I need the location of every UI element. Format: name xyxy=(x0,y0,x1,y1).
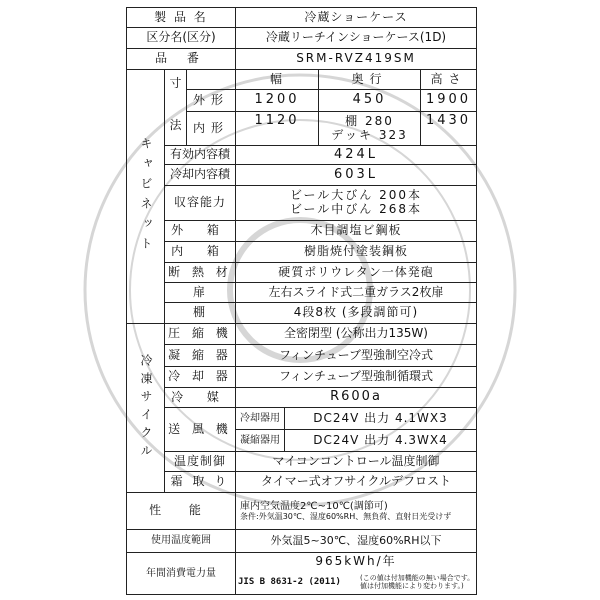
outer-dim-label: 外形 xyxy=(192,92,229,107)
insulation-value: 硬質ポリウレタン一体発砲 xyxy=(278,264,434,279)
width-header: 幅 xyxy=(269,71,284,86)
category-value: 冷蔵リーチインショーケース(1D) xyxy=(265,30,447,45)
dimensions-label-top: 寸 xyxy=(169,76,182,91)
exterior-label: 外 箱 xyxy=(171,223,229,238)
category-label: 区分名(区分) xyxy=(146,30,216,45)
condenser-fan-label: 凝縮器用 xyxy=(240,434,280,446)
exterior-value: 木目調塩ビ鋼板 xyxy=(310,223,402,238)
condenser-label: 凝 縮 器 xyxy=(168,347,232,362)
annual-power-label: 年間消費電力量 xyxy=(146,567,216,579)
performance-conditions: 条件:外気温30℃、湿度60%RH、無負荷、直射日光受けず xyxy=(240,512,452,522)
model-value: SRM-RVZ419SM xyxy=(296,51,416,66)
defrost-label: 霜 取 り xyxy=(170,474,230,489)
product-name-label: 製 品 名 xyxy=(154,9,208,24)
interior-value: 樹脂焼付塗装鋼板 xyxy=(303,244,408,259)
inner-depth-deck: デッキ 323 xyxy=(331,127,408,142)
compressor-value: 全密閉型 (公称出力135W) xyxy=(284,326,428,341)
product-name-value: 冷蔵ショーケース xyxy=(304,9,408,24)
outer-height-value: 1900 xyxy=(425,92,472,108)
storage-medium-bottle: ビール中びん 268本 xyxy=(290,202,422,216)
annual-power-note xyxy=(360,571,476,593)
annual-power-standard: JIS B 8631-2 (2011) xyxy=(238,576,341,587)
effective-capacity-value: 424L xyxy=(333,146,379,162)
inner-height-value: 1430 xyxy=(425,112,472,128)
compressor-label: 圧 縮 機 xyxy=(168,326,232,341)
inner-width-value: 1120 xyxy=(254,112,300,128)
storage-large-bottle: ビール大びん 200本 xyxy=(290,188,422,203)
depth-header: 奥行 xyxy=(351,71,388,86)
storage-capacity-values xyxy=(236,186,476,220)
inner-depth-values xyxy=(319,112,420,145)
temperature-control-label: 温度制御 xyxy=(173,453,226,468)
cabinet-section-label: キャビネット xyxy=(139,136,153,257)
cooler-fan-label: 冷却器用 xyxy=(240,412,280,424)
cooling-capacity-label: 冷却内容積 xyxy=(169,167,230,182)
outer-width-value: 1200 xyxy=(254,92,300,108)
operating-temperature-value: 外気温5~30℃、湿度60%RH以下 xyxy=(270,533,442,547)
annual-power-note-line1: (この値は付加機能の無い場合です。 xyxy=(360,573,475,582)
cooler-fan-value: DC24V 出力 4.1WX3 xyxy=(313,410,448,425)
temperature-control-value: マイコンコントロール温度制御 xyxy=(272,453,440,468)
cooler-value: フィンチューブ型強制循環式 xyxy=(278,369,434,384)
effective-capacity-label: 有効内容積 xyxy=(169,147,230,162)
performance-values xyxy=(236,493,476,529)
shelf-value: 4段8枚 (多段調節可) xyxy=(293,305,419,320)
defrost-value: タイマー式オフサイクルデフロスト xyxy=(261,474,451,489)
refrigerant-value: R600a xyxy=(330,389,382,405)
interior-label: 内 箱 xyxy=(171,244,229,259)
operating-temperature-label: 使用温度範囲 xyxy=(151,535,211,547)
cooler-label: 冷 却 器 xyxy=(168,369,232,384)
height-header: 高さ xyxy=(430,71,467,86)
fan-label: 送 風 機 xyxy=(168,421,232,436)
storage-capacity-label: 収容能力 xyxy=(173,195,226,210)
door-value: 左右スライド式二重ガラス2枚扉 xyxy=(268,284,444,299)
condenser-fan-value: DC24V 出力 4.3WX4 xyxy=(313,432,448,447)
model-label: 品 番 xyxy=(155,51,207,66)
annual-power-value: 965kWh/年 xyxy=(315,554,397,569)
dimensions-label-bottom: 法 xyxy=(169,118,182,133)
refrigerant-label: 冷 媒 xyxy=(171,389,229,404)
shelf-label: 棚 xyxy=(192,305,207,320)
annual-power-note-line2: 値は付加機能により変わります。) xyxy=(360,582,464,590)
inner-dim-label: 内形 xyxy=(192,120,229,135)
door-label: 扉 xyxy=(192,284,207,299)
insulation-label: 断 熱 材 xyxy=(168,264,232,279)
inner-depth-shelf: 棚 280 xyxy=(345,113,394,128)
cooling-capacity-value: 603L xyxy=(333,166,379,182)
outer-depth-value: 450 xyxy=(352,92,387,108)
performance-temperature: 庫内空気温度2℃~10℃(調節可) xyxy=(240,500,388,512)
refrigeration-section-label: 冷凍サイクル xyxy=(139,354,153,462)
performance-label: 性 能 xyxy=(149,503,213,518)
condenser-value: フィンチューブ型強制空冷式 xyxy=(278,347,434,362)
